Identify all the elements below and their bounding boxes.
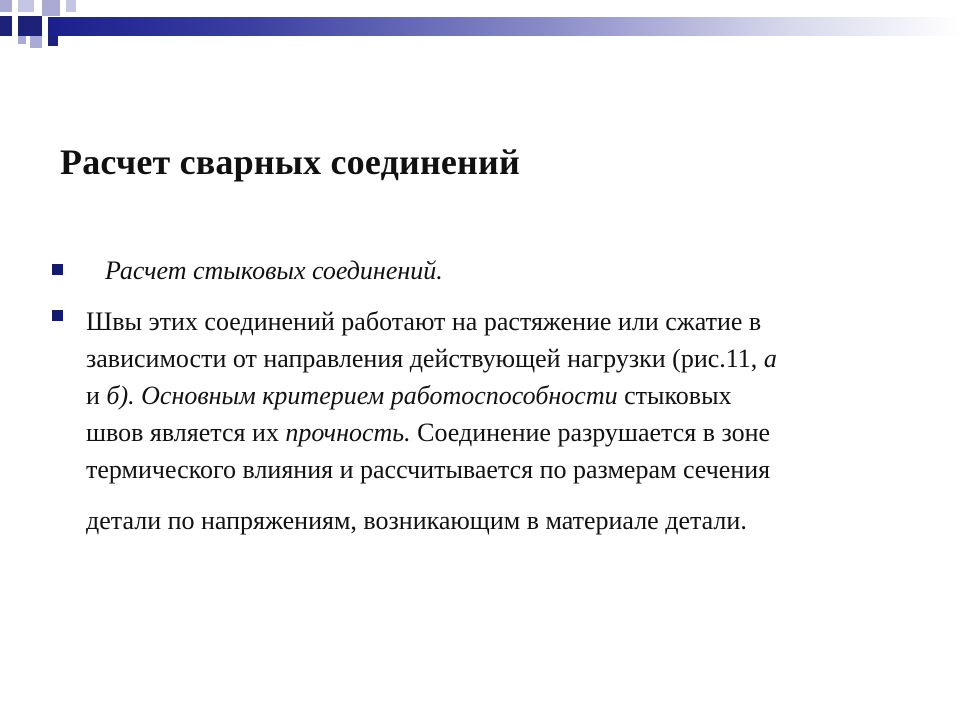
header-decoration: [0, 0, 960, 60]
decor-square: [48, 36, 58, 46]
italic-run: а: [763, 344, 777, 373]
paragraph-line: Швы этих соединений работают на растяжение или сжатие в: [86, 307, 762, 336]
text-run: Соединение разрушается в зоне: [410, 418, 771, 447]
italic-run: прочность.: [285, 418, 411, 447]
decor-square: [18, 36, 26, 44]
text-run: и: [86, 381, 107, 410]
bullet-square-icon: [52, 264, 63, 275]
paragraph-line: [86, 414, 948, 451]
bullet-item-1: Расчет стыковых соединений.: [105, 256, 443, 285]
slide-title: Расчет сварных соединений: [60, 142, 520, 182]
paragraph-line: термического влияния и рассчитывается по размерам сечения: [86, 455, 771, 484]
decor-square: [0, 0, 12, 12]
paragraph-line: [86, 340, 948, 377]
header-gradient-bar: [48, 17, 960, 36]
text-run: стыковых: [617, 381, 732, 410]
decor-square: [0, 16, 12, 36]
paragraph-line: [86, 377, 948, 414]
decor-square: [18, 0, 34, 12]
decor-square: [18, 16, 42, 36]
decor-square: [30, 36, 42, 48]
decor-square: [66, 0, 76, 12]
bullet-square-icon: [52, 310, 63, 321]
text-run: швов является их: [86, 418, 286, 447]
paragraph-line: детали по напряжениям, возникающим в материале детали.: [86, 506, 747, 535]
italic-run: б). Основным критерием работоспособности: [106, 381, 618, 410]
bullet-item-2: [86, 303, 948, 539]
decor-square: [42, 0, 60, 16]
text-run: зависимости от направления действующей нагрузки (рис.11,: [86, 344, 764, 373]
